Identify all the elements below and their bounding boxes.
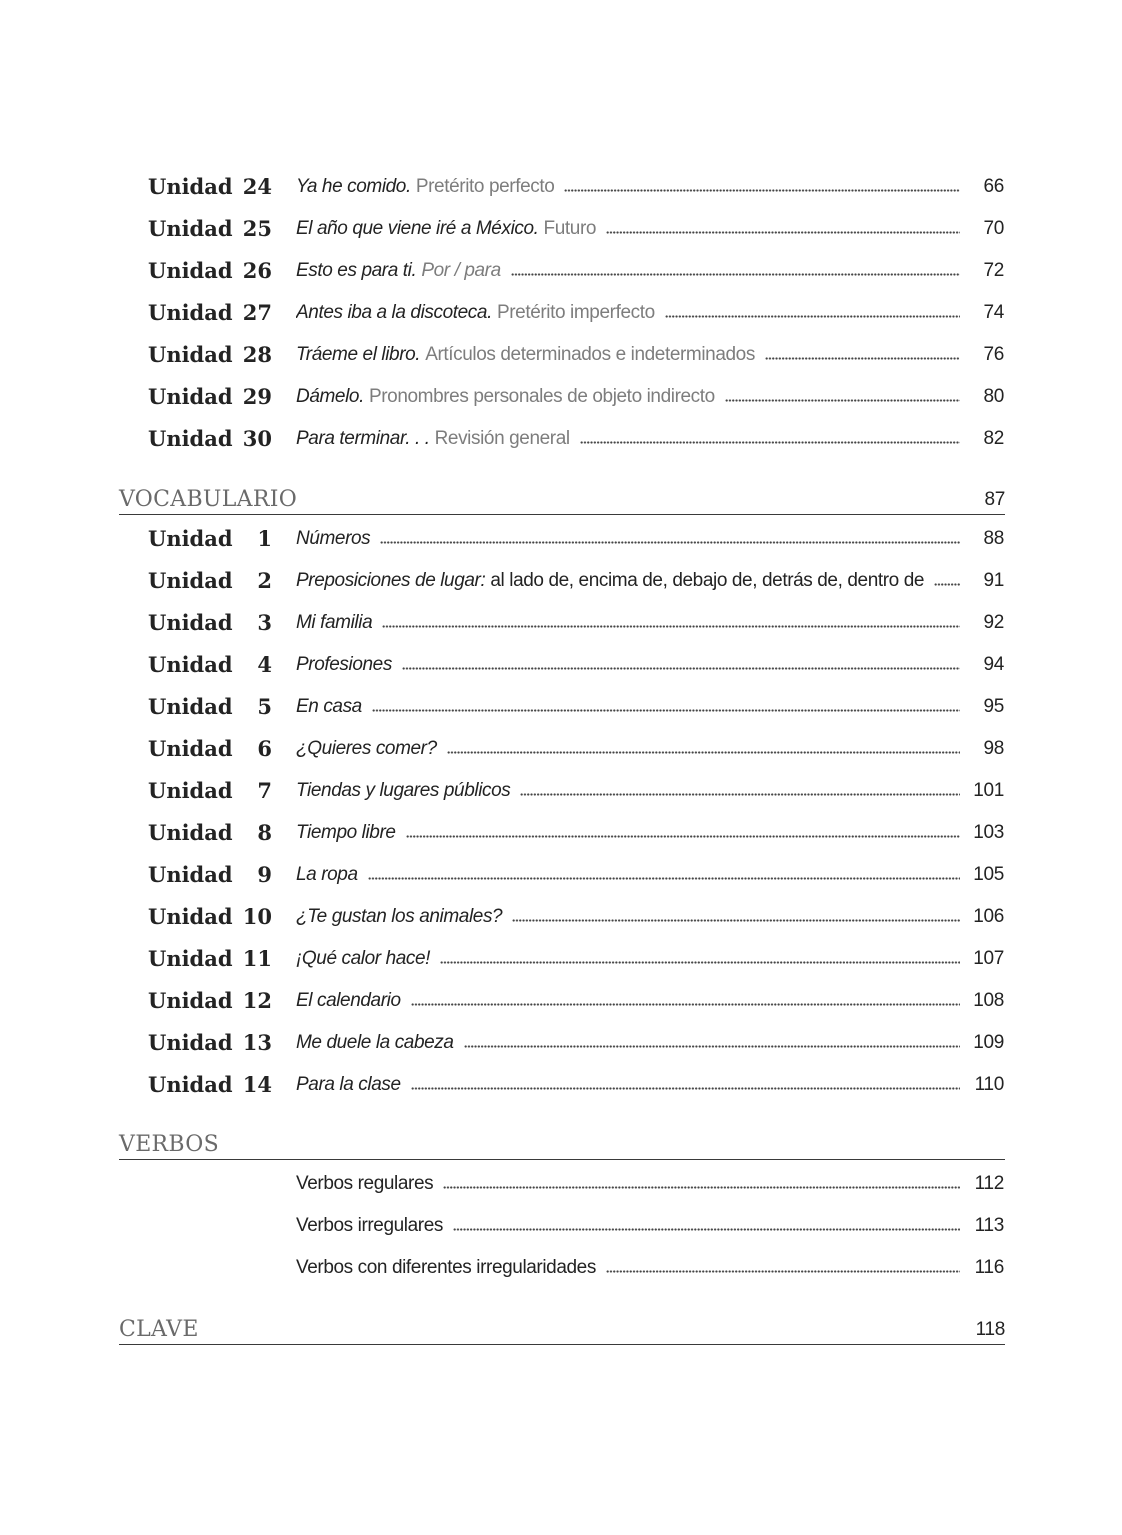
- entry-title: Me duele la cabeza: [296, 1032, 454, 1053]
- page-number: 95: [983, 696, 1004, 717]
- entry-text: [296, 1064, 960, 1106]
- dot-leader: [411, 994, 960, 1006]
- entry-text: [296, 334, 960, 376]
- unit-word: Unidad: [148, 1030, 233, 1055]
- page-number: 94: [983, 654, 1004, 675]
- dot-leader: [580, 432, 960, 444]
- unit-word: Unidad: [148, 610, 233, 635]
- unit-label: [148, 560, 272, 602]
- entry-title: Ya he comido.: [296, 176, 411, 197]
- entry-title: Antes iba a la discoteca.: [296, 302, 492, 323]
- unit-number: 8: [257, 820, 272, 845]
- dot-leader: [440, 952, 960, 964]
- page-number: 109: [973, 1032, 1004, 1053]
- entry-text: [296, 250, 960, 292]
- entry-text: [296, 1247, 960, 1289]
- unit-word: Unidad: [148, 946, 233, 971]
- page-number: 106: [973, 906, 1004, 927]
- dot-leader: [511, 264, 960, 276]
- entry-text: [296, 686, 960, 728]
- entry-subtitle: Pretérito imperfecto: [496, 302, 655, 323]
- page-number: 74: [983, 302, 1004, 323]
- toc-entry-row: [0, 602, 1122, 644]
- entry-title: El calendario: [296, 990, 401, 1011]
- entry-text: [296, 418, 960, 460]
- entry-subtitle: Pronombres personales de objeto indirecto: [368, 386, 715, 407]
- unit-label: [148, 1022, 272, 1064]
- unit-number: 24: [242, 174, 272, 199]
- toc-entry-row: [0, 1247, 1122, 1289]
- entry-title: El año que viene iré a México.: [296, 218, 539, 239]
- unit-label: [148, 938, 272, 980]
- entry-title: La ropa: [296, 864, 358, 885]
- unit-number: 7: [257, 778, 272, 803]
- dot-leader: [380, 532, 960, 544]
- unit-label: [148, 980, 272, 1022]
- toc-entry-row: [0, 854, 1122, 896]
- entry-text: [296, 644, 960, 686]
- entry-title: Profesiones: [296, 654, 392, 675]
- unit-word: Unidad: [148, 174, 233, 199]
- dot-leader: [665, 306, 960, 318]
- unit-number: 27: [242, 300, 272, 325]
- unit-number: 1: [257, 526, 272, 551]
- dot-leader: [564, 180, 960, 192]
- unit-label: [148, 854, 272, 896]
- dot-leader: [447, 742, 960, 754]
- unit-word: Unidad: [148, 778, 233, 803]
- entry-text: [296, 602, 960, 644]
- unit-label: [148, 418, 272, 460]
- toc-entry-row: [0, 1022, 1122, 1064]
- entry-text: [296, 208, 960, 250]
- entry-subtitle: Pretérito perfecto: [415, 176, 555, 197]
- unit-word: Unidad: [148, 342, 233, 367]
- entry-subtitle: Por / para: [421, 260, 501, 281]
- page-number: 76: [983, 344, 1004, 365]
- entry-text: [296, 896, 960, 938]
- toc-entry-row: [0, 938, 1122, 980]
- toc-entry-row: [0, 334, 1122, 376]
- unit-word: Unidad: [148, 1072, 233, 1097]
- section-title: CLAVE: [119, 1317, 199, 1342]
- toc-entry-row: [0, 896, 1122, 938]
- entry-text: [296, 518, 960, 560]
- entry-text: [296, 376, 960, 418]
- entry-text: [296, 560, 960, 602]
- unit-number: 11: [242, 946, 272, 971]
- unit-label: [148, 166, 272, 208]
- unit-label: [148, 376, 272, 418]
- toc-entry-row: [0, 1064, 1122, 1106]
- unit-word: Unidad: [148, 820, 233, 845]
- entry-title: ¡Qué calor hace!: [296, 948, 431, 969]
- unit-label: [148, 812, 272, 854]
- entry-text: [296, 1163, 960, 1205]
- unit-word: Unidad: [148, 258, 233, 283]
- page-number: 105: [973, 864, 1004, 885]
- page-number: 66: [983, 176, 1004, 197]
- dot-leader: [512, 910, 960, 922]
- unit-number: 4: [257, 652, 272, 677]
- toc-entry-row: [0, 376, 1122, 418]
- toc-entry-row: [0, 686, 1122, 728]
- unit-word: Unidad: [148, 426, 233, 451]
- unit-number: 29: [242, 384, 272, 409]
- unit-number: 26: [242, 258, 272, 283]
- toc-entry-row: [0, 1163, 1122, 1205]
- entry-title: Tiempo libre: [296, 822, 396, 843]
- unit-word: Unidad: [148, 526, 233, 551]
- unit-number: 13: [242, 1030, 272, 1055]
- unit-label: [148, 602, 272, 644]
- page-number: 103: [973, 822, 1004, 843]
- toc-entry-row: [0, 770, 1122, 812]
- page-number: 110: [974, 1074, 1004, 1095]
- entry-title: Verbos con diferentes irregularidades: [296, 1257, 596, 1278]
- unit-number: 28: [242, 342, 272, 367]
- entry-title: ¿Te gustan los animales?: [296, 906, 503, 927]
- page-number: 107: [973, 948, 1004, 969]
- unit-word: Unidad: [148, 988, 233, 1013]
- section-header-vocabulario: [119, 484, 1005, 515]
- unit-word: Unidad: [148, 694, 233, 719]
- toc-entry-row: [0, 292, 1122, 334]
- page-number: 70: [983, 218, 1004, 239]
- unit-label: [148, 728, 272, 770]
- toc-entry-row: [0, 1205, 1122, 1247]
- dot-leader: [606, 222, 960, 234]
- dot-leader: [520, 784, 960, 796]
- unit-number: 10: [242, 904, 272, 929]
- dot-leader: [443, 1177, 960, 1189]
- entry-title: Mi familia: [296, 612, 373, 633]
- entry-title: Números: [296, 528, 371, 549]
- dot-leader: [725, 390, 960, 402]
- unit-word: Unidad: [148, 568, 233, 593]
- toc-entry-row: [0, 166, 1122, 208]
- dot-leader: [765, 348, 960, 360]
- entry-subtitle: al lado de, encima de, debajo de, detrás de, dentro de: [490, 570, 925, 591]
- dot-leader: [453, 1219, 960, 1231]
- entry-text: [296, 938, 960, 980]
- verb-tables-list: [0, 1163, 1122, 1289]
- unit-label: [148, 896, 272, 938]
- entry-title: Tiendas y lugares públicos: [296, 780, 511, 801]
- toc-entry-row: [0, 208, 1122, 250]
- unit-number: 30: [242, 426, 272, 451]
- entry-title: Verbos regulares: [296, 1173, 434, 1194]
- unit-number: 3: [257, 610, 272, 635]
- dot-leader: [368, 868, 960, 880]
- unit-label: [148, 770, 272, 812]
- toc-entry-row: [0, 518, 1122, 560]
- toc-entry-row: [0, 728, 1122, 770]
- entry-text: [296, 854, 960, 896]
- page-number: 91: [983, 570, 1004, 591]
- section-page-number: 87: [984, 489, 1005, 510]
- entry-subtitle: Futuro: [543, 218, 597, 239]
- unit-label: [148, 518, 272, 560]
- dot-leader: [402, 658, 960, 670]
- unit-number: 9: [257, 862, 272, 887]
- unit-label: [148, 686, 272, 728]
- unit-word: Unidad: [148, 300, 233, 325]
- unit-label: [148, 208, 272, 250]
- entry-text: [296, 728, 960, 770]
- toc-entry-row: [0, 644, 1122, 686]
- entry-title: Tráeme el libro.: [296, 344, 421, 365]
- entry-title: ¿Quieres comer?: [296, 738, 437, 759]
- unit-number: 2: [257, 568, 272, 593]
- unit-word: Unidad: [148, 736, 233, 761]
- dot-leader: [606, 1261, 960, 1273]
- unit-label: [148, 292, 272, 334]
- unit-number: 5: [257, 694, 272, 719]
- dot-leader: [382, 616, 960, 628]
- toc-entry-row: [0, 812, 1122, 854]
- dot-leader: [406, 826, 960, 838]
- entry-text: [296, 1022, 960, 1064]
- unit-word: Unidad: [148, 384, 233, 409]
- section-title: VERBOS: [119, 1132, 219, 1157]
- page-number: 98: [983, 738, 1004, 759]
- unit-number: 6: [257, 736, 272, 761]
- entry-title: Dámelo.: [296, 386, 364, 407]
- unit-word: Unidad: [148, 862, 233, 887]
- unit-label: [148, 250, 272, 292]
- entry-text: [296, 1205, 960, 1247]
- unit-number: 14: [242, 1072, 272, 1097]
- entry-title: En casa: [296, 696, 362, 717]
- unit-word: Unidad: [148, 904, 233, 929]
- entry-title: Preposiciones de lugar:: [296, 570, 486, 591]
- section-page-number: 118: [975, 1319, 1005, 1340]
- dot-leader: [372, 700, 960, 712]
- entry-title: Verbos irregulares: [296, 1215, 443, 1236]
- page-number: 101: [973, 780, 1004, 801]
- page-number: 108: [973, 990, 1004, 1011]
- dot-leader: [411, 1078, 960, 1090]
- entry-text: [296, 980, 960, 1022]
- toc-entry-row: [0, 418, 1122, 460]
- entry-text: [296, 292, 960, 334]
- unit-word: Unidad: [148, 216, 233, 241]
- toc-entry-row: [0, 560, 1122, 602]
- unit-word: Unidad: [148, 652, 233, 677]
- grammar-units-list: [0, 166, 1122, 460]
- entry-title: Para terminar. . .: [296, 428, 430, 449]
- page-number: 80: [983, 386, 1004, 407]
- entry-subtitle: Revisión general: [434, 428, 570, 449]
- unit-number: 25: [242, 216, 272, 241]
- entry-title: Para la clase: [296, 1074, 401, 1095]
- dot-leader: [464, 1036, 960, 1048]
- section-header-verbos: [119, 1129, 1005, 1160]
- unit-number: 12: [242, 988, 272, 1013]
- page-number: 82: [983, 428, 1004, 449]
- page-number: 92: [983, 612, 1004, 633]
- toc-entry-row: [0, 980, 1122, 1022]
- entry-text: [296, 812, 960, 854]
- page-number: 112: [974, 1173, 1004, 1194]
- unit-label: [148, 644, 272, 686]
- vocabulary-units-list: [0, 518, 1122, 1106]
- page-number: 116: [974, 1257, 1004, 1278]
- page-number: 88: [983, 528, 1004, 549]
- entry-text: [296, 166, 960, 208]
- entry-subtitle: Artículos determinados e indeterminados: [425, 344, 755, 365]
- unit-label: [148, 1064, 272, 1106]
- entry-title: Esto es para ti.: [296, 260, 417, 281]
- page-number: 113: [974, 1215, 1004, 1236]
- dot-leader: [934, 574, 960, 586]
- entry-text: [296, 770, 960, 812]
- section-title: VOCABULARIO: [119, 487, 298, 512]
- toc-entry-row: [0, 250, 1122, 292]
- section-header-clave: [119, 1314, 1005, 1345]
- page-number: 72: [983, 260, 1004, 281]
- unit-label: [148, 334, 272, 376]
